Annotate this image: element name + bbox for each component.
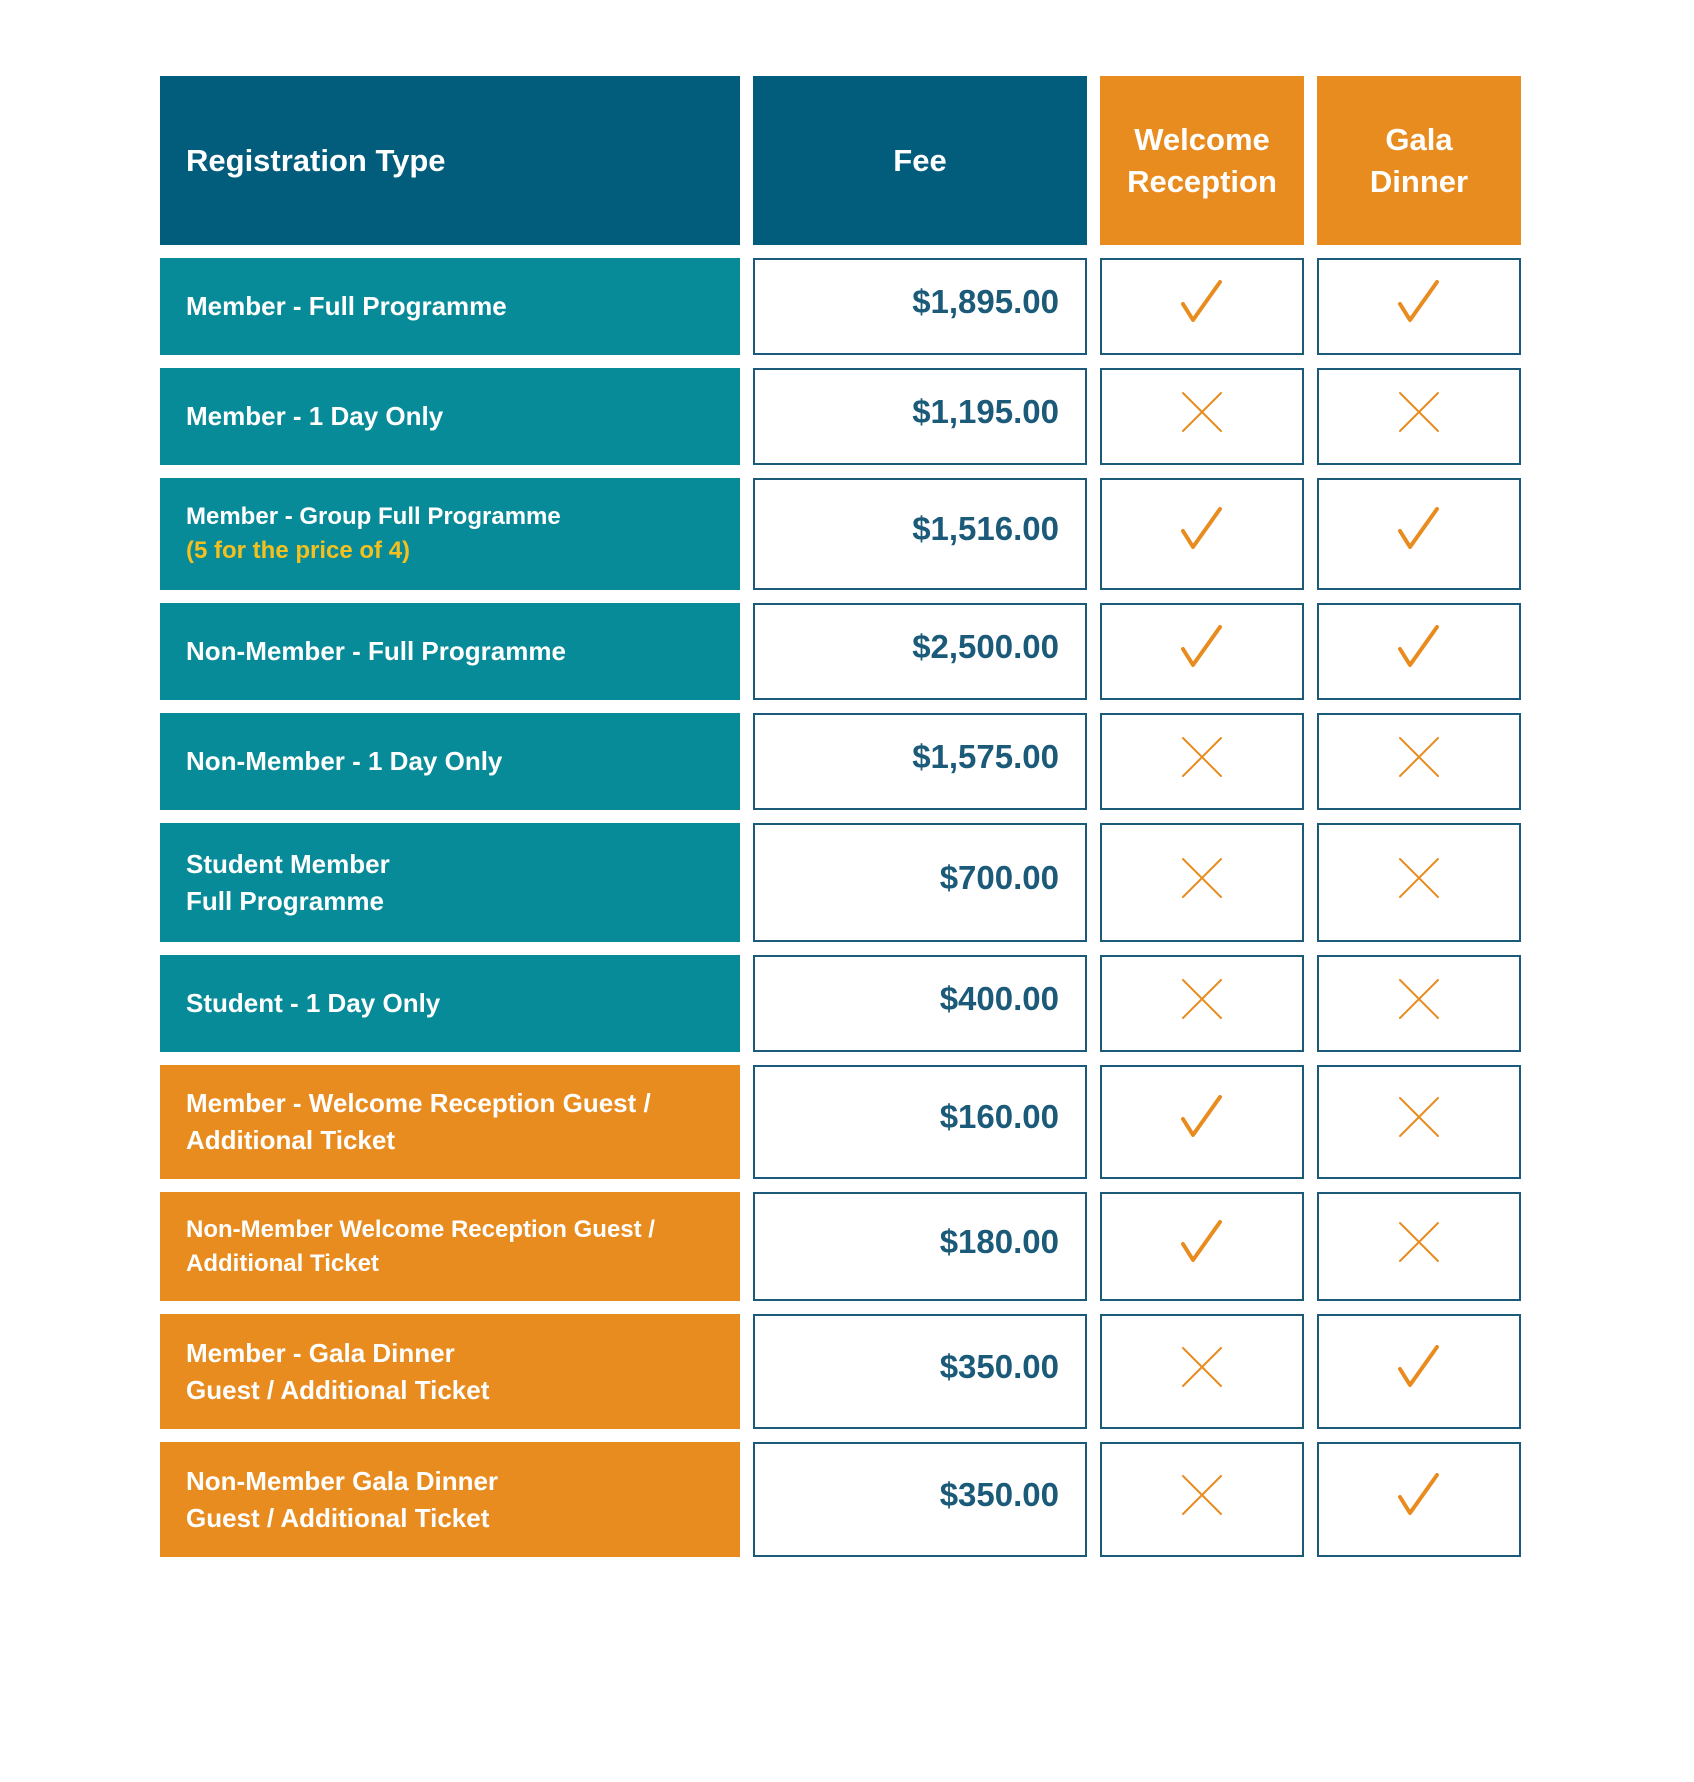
row-label-line: Member - Welcome Reception Guest /: [186, 1088, 651, 1118]
check-icon: [1397, 1345, 1441, 1389]
row-label-line: Guest / Additional Ticket: [186, 1502, 490, 1533]
row-label-line: Additional Ticket: [186, 1249, 379, 1277]
cross-icon: [1397, 1220, 1441, 1264]
fee-value: $1,516.00: [753, 478, 1087, 590]
header-gala-dinner: Gala Dinner: [1317, 76, 1521, 245]
fee-value: $180.00: [753, 1192, 1087, 1301]
welcome-reception-cell: [1100, 478, 1304, 590]
row-label: [160, 1314, 740, 1429]
row-label-line: Non-Member Welcome Reception Guest /: [186, 1215, 655, 1243]
row-label-line: Member - Group Full Programme: [186, 503, 561, 530]
fee-value: $350.00: [753, 1442, 1087, 1557]
welcome-reception-cell: [1100, 713, 1304, 810]
row-label-line: Member - 1 Day Only: [186, 401, 444, 431]
gala-dinner-cell: [1317, 478, 1521, 590]
check-icon: [1180, 507, 1224, 551]
welcome-reception-cell: [1100, 823, 1304, 942]
row-label: [160, 603, 740, 700]
welcome-reception-cell: [1100, 603, 1304, 700]
check-icon: [1180, 1220, 1224, 1264]
row-label: [160, 1192, 740, 1301]
check-icon: [1180, 625, 1224, 669]
row-label-line: Member - Gala Dinner: [186, 1337, 455, 1368]
row-label: [160, 258, 740, 355]
row-label-line: Additional Ticket: [186, 1125, 395, 1155]
gala-dinner-cell: [1317, 1314, 1521, 1429]
row-label-line: Non-Member - 1 Day Only: [186, 746, 503, 776]
fee-value: $700.00: [753, 823, 1087, 942]
cross-icon: [1180, 856, 1224, 900]
welcome-reception-cell: [1100, 1314, 1304, 1429]
row-label-line: Non-Member Gala Dinner: [186, 1465, 499, 1496]
row-label: [160, 955, 740, 1052]
check-icon: [1397, 280, 1441, 324]
header-welcome-reception: Welcome Reception: [1100, 76, 1304, 245]
fee-value: $400.00: [753, 955, 1087, 1052]
header-registration-type: Registration Type: [160, 76, 740, 245]
gala-dinner-cell: [1317, 1192, 1521, 1301]
cross-icon: [1397, 1095, 1441, 1139]
cross-icon: [1180, 1345, 1224, 1389]
cross-icon: [1397, 390, 1441, 434]
fee-value: $160.00: [753, 1065, 1087, 1179]
welcome-reception-cell: [1100, 1192, 1304, 1301]
row-label: [160, 368, 740, 465]
gala-dinner-cell: [1317, 823, 1521, 942]
row-label-line: Guest / Additional Ticket: [186, 1374, 490, 1405]
check-icon: [1180, 280, 1224, 324]
cross-icon: [1397, 977, 1441, 1021]
row-label-line: Full Programme: [186, 885, 384, 916]
gala-dinner-cell: [1317, 258, 1521, 355]
cross-icon: [1180, 390, 1224, 434]
check-icon: [1180, 1095, 1224, 1139]
gala-dinner-cell: [1317, 713, 1521, 810]
cross-icon: [1397, 735, 1441, 779]
registration-fees-table: [160, 76, 1521, 1570]
gala-dinner-cell: [1317, 1065, 1521, 1179]
cross-icon: [1180, 977, 1224, 1021]
row-label-line: Member - Full Programme: [186, 291, 507, 321]
gala-dinner-cell: [1317, 368, 1521, 465]
header-fee: Fee: [753, 76, 1087, 245]
fee-value: $350.00: [753, 1314, 1087, 1429]
gala-dinner-cell: [1317, 955, 1521, 1052]
welcome-reception-cell: [1100, 1065, 1304, 1179]
row-label-note: (5 for the price of 4): [186, 537, 411, 564]
welcome-reception-cell: [1100, 258, 1304, 355]
row-label: [160, 823, 740, 942]
row-label-line: Non-Member - Full Programme: [186, 636, 566, 666]
row-label: [160, 478, 740, 590]
cross-icon: [1180, 1473, 1224, 1517]
row-label-line: Student - 1 Day Only: [186, 988, 441, 1018]
check-icon: [1397, 507, 1441, 551]
fee-value: $2,500.00: [753, 603, 1087, 700]
check-icon: [1397, 625, 1441, 669]
row-label: [160, 1442, 740, 1557]
fee-value: $1,195.00: [753, 368, 1087, 465]
fee-value: $1,895.00: [753, 258, 1087, 355]
cross-icon: [1180, 735, 1224, 779]
gala-dinner-cell: [1317, 603, 1521, 700]
fee-value: $1,575.00: [753, 713, 1087, 810]
welcome-reception-cell: [1100, 1442, 1304, 1557]
gala-dinner-cell: [1317, 1442, 1521, 1557]
row-label: [160, 1065, 740, 1179]
welcome-reception-cell: [1100, 368, 1304, 465]
cross-icon: [1397, 856, 1441, 900]
check-icon: [1397, 1473, 1441, 1517]
welcome-reception-cell: [1100, 955, 1304, 1052]
row-label-line: Student Member: [186, 848, 390, 879]
row-label: [160, 713, 740, 810]
